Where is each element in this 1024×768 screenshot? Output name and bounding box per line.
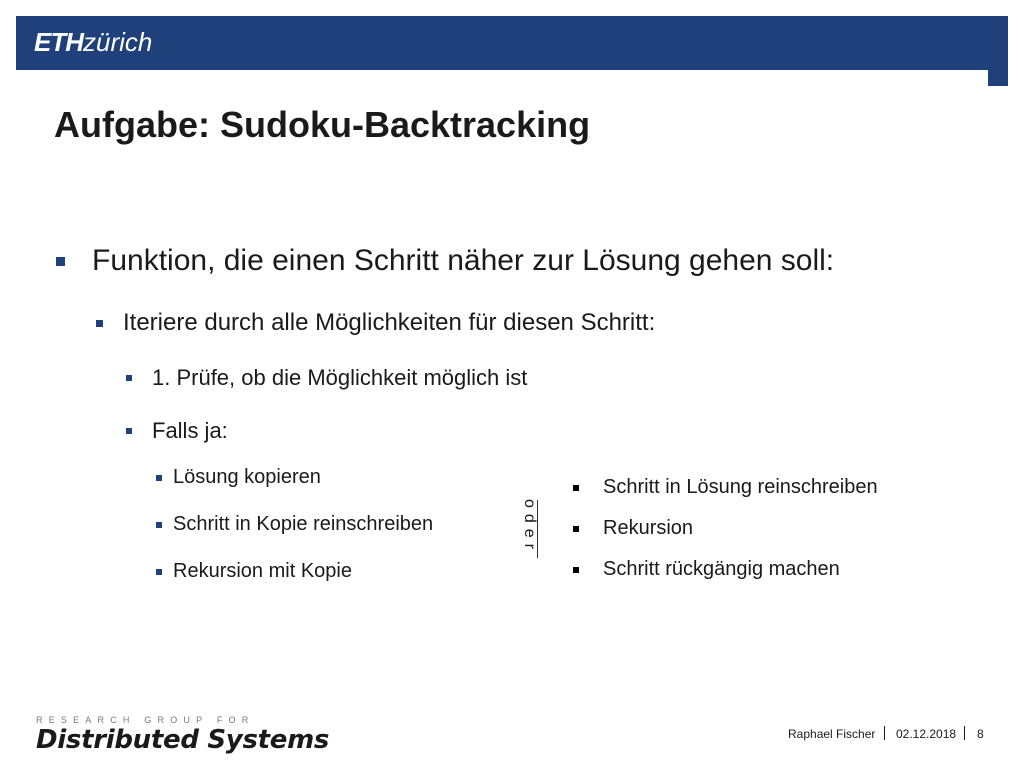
footer-author: Raphael Fischer <box>788 727 876 741</box>
oder-separator <box>516 500 538 558</box>
right-option-item <box>603 517 693 540</box>
right-option-item <box>603 558 840 581</box>
footer-page-number: 8 <box>977 727 984 741</box>
footer-separator <box>884 726 885 740</box>
square-bullet-icon <box>126 428 132 434</box>
footer-date: 02.12.2018 <box>896 727 957 741</box>
bullet-sub-text: Iteriere durch alle Möglichkeiten für diesen Schritt: <box>123 309 656 336</box>
square-bullet-icon <box>156 522 162 528</box>
bullet-main <box>92 244 834 278</box>
square-bullet-icon <box>96 320 103 327</box>
square-bullet-icon <box>156 569 162 575</box>
bullet-step-check <box>152 365 527 391</box>
right-option-text: Schritt rückgängig machen <box>603 558 840 580</box>
left-option-text: Rekursion mit Kopie <box>173 560 352 582</box>
square-bullet-icon <box>156 475 162 481</box>
group-name-logo: Distributed Systems <box>36 725 330 755</box>
header-notch <box>988 70 1008 86</box>
square-bullet-icon <box>573 485 579 491</box>
bullet-step-if <box>152 418 228 444</box>
bullet-main-text: Funktion, die einen Schritt näher zur Lösung gehen soll: <box>92 244 835 277</box>
logo-zurich-text: zürich <box>83 27 153 57</box>
bullet-sub <box>123 309 655 337</box>
left-option-text: Lösung kopieren <box>173 466 321 488</box>
left-option-item <box>173 513 433 536</box>
footer-separator <box>964 726 965 740</box>
research-group-label: RESEARCH GROUP FOR <box>36 715 255 725</box>
oder-text: oder <box>521 498 538 556</box>
left-option-item <box>173 560 352 583</box>
right-option-item <box>603 476 878 499</box>
left-option-item <box>173 466 321 489</box>
header-bar <box>16 16 1008 70</box>
square-bullet-icon <box>573 567 579 573</box>
square-bullet-icon <box>56 257 65 266</box>
left-option-text: Schritt in Kopie reinschreiben <box>173 513 434 535</box>
logo-eth-text: ETH <box>34 27 83 57</box>
slide-title: Aufgabe: Sudoku-Backtracking <box>54 104 591 145</box>
square-bullet-icon <box>573 526 579 532</box>
eth-logo <box>34 26 152 58</box>
bullet-step-check-text: 1. Prüfe, ob die Möglichkeit möglich ist <box>152 365 528 390</box>
square-bullet-icon <box>126 375 132 381</box>
bullet-step-if-text: Falls ja: <box>152 418 228 443</box>
right-option-text: Rekursion <box>603 517 694 539</box>
right-option-text: Schritt in Lösung reinschreiben <box>603 476 878 498</box>
